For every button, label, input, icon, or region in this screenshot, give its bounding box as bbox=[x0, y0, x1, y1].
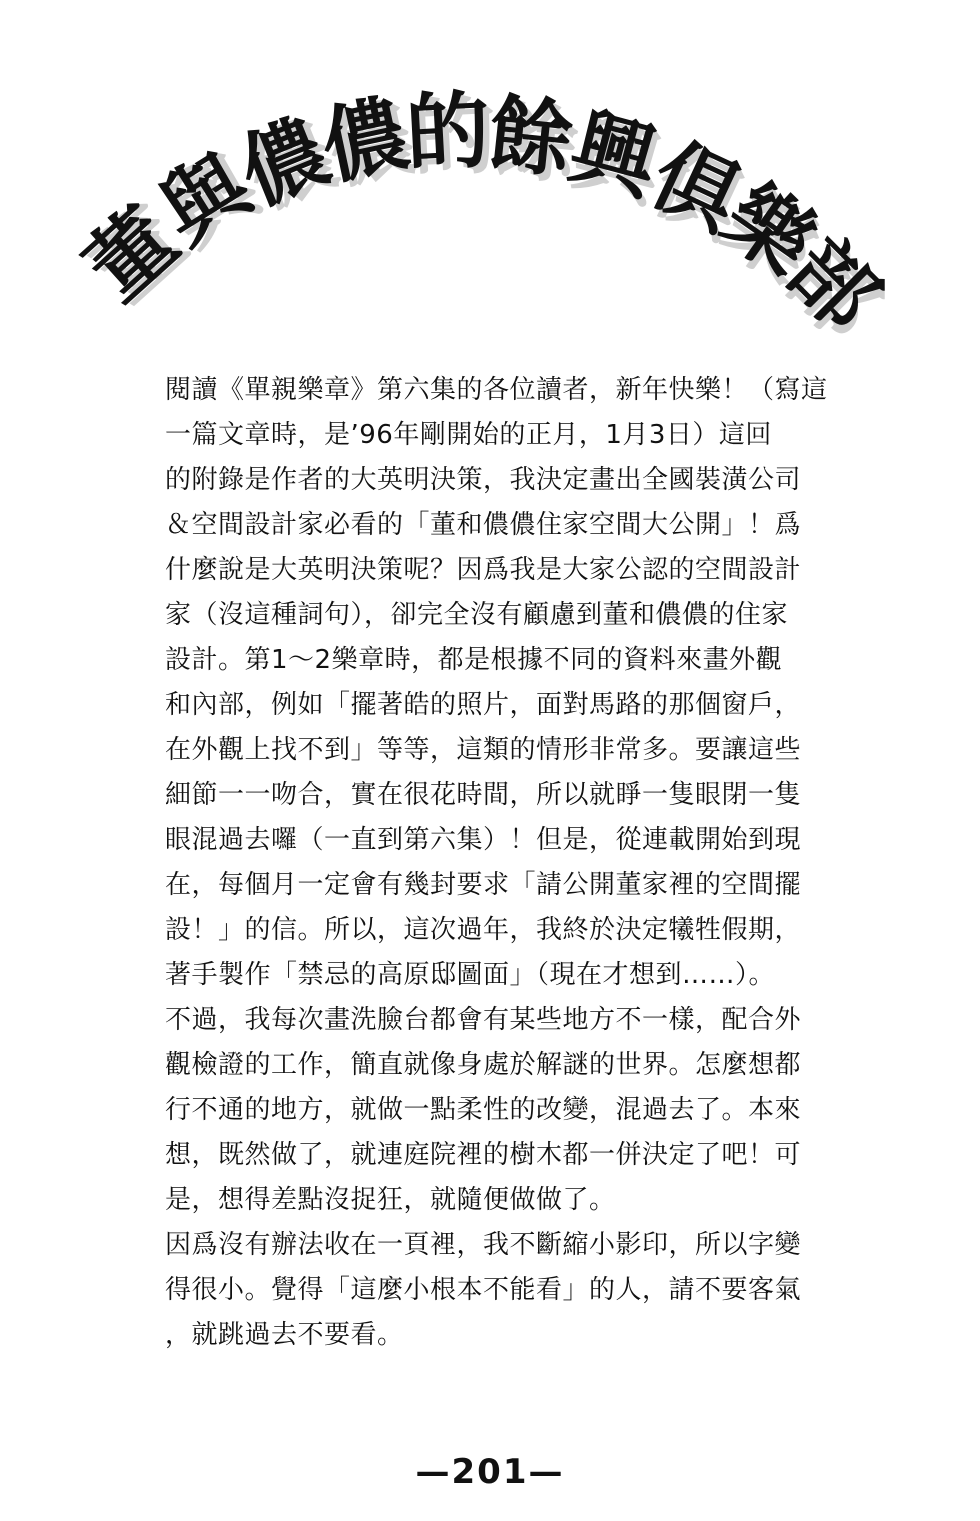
text-line: 設計。第1～2樂章時，都是根據不同的資料來畫外觀 bbox=[165, 645, 783, 675]
text-line: ＆空間設計家必看的「董和儂儂住家空間大公開」！爲 bbox=[165, 510, 802, 540]
text-line: 眼混過去囉（一直到第六集）！但是，從連載開始到現 bbox=[165, 825, 802, 855]
text-line: 行不通的地方，就做一點柔性的改變，混過去了。本來 bbox=[165, 1095, 802, 1125]
text-line: 一篇文章時，是’96年剛開始的正月，1月3日）這回 bbox=[165, 420, 772, 450]
title-char: 的 bbox=[403, 79, 493, 184]
text-line: 著手製作「禁忌的高原邸圖面」（現在才想到……）。 bbox=[165, 960, 776, 990]
text-line: 閱讀《單親樂章》第六集的各位讀者，新年快樂！（寫這 bbox=[165, 375, 828, 405]
text-line: 的附錄是作者的大英明決策，我決定畫出全國裝潢公司 bbox=[165, 465, 802, 495]
body-text bbox=[165, 368, 845, 1358]
text-line: 在外觀上找不到」等等，這類的情形非常多。要讓這些 bbox=[165, 735, 802, 765]
text-line: 是，想得差點沒捉狂，就隨便做做了。 bbox=[165, 1185, 616, 1215]
text-line: 在，每個月一定會有幾封要求「請公開董家裡的空間擺 bbox=[165, 870, 802, 900]
title-char: 部 bbox=[768, 218, 899, 349]
text-line: 設！」的信。所以，這次過年，我終於決定犧牲假期， bbox=[165, 915, 802, 945]
text-line: ，就跳過去不要看。 bbox=[165, 1320, 404, 1350]
title-char: 餘 bbox=[484, 82, 578, 191]
text-line: 觀檢證的工作，簡直就像身處於解謎的世界。怎麼想都 bbox=[165, 1050, 802, 1080]
text-line: 不過，我每次畫洗臉台都會有某些地方不一樣，配合外 bbox=[165, 1005, 802, 1035]
text-line: 家（沒這種詞句），卻完全沒有顧慮到董和儂儂的住家 bbox=[165, 600, 789, 630]
title-char: 董 bbox=[66, 188, 195, 319]
text-line: 想，既然做了，就連庭院裡的樹木都一併決定了吧！可 bbox=[165, 1140, 802, 1170]
title-char: 儂 bbox=[313, 82, 417, 197]
title-char: 儂 bbox=[226, 99, 342, 224]
text-line: 細節一一吻合，實在很花時間，所以就睜一隻眼閉一隻 bbox=[165, 780, 802, 810]
title-char: 俱 bbox=[637, 123, 756, 250]
title-char: 興 bbox=[560, 95, 668, 214]
text-line: 什麼說是大英明決策呢？因爲我是大家公認的空間設計 bbox=[165, 555, 802, 585]
text-line: 得很小。覺得「這麼小根本不能看」的人，請不要客氣 bbox=[165, 1275, 802, 1305]
text-line: 和內部，例如「擺著皓的照片，面對馬路的那個窗戶， bbox=[165, 690, 802, 720]
page-number: —201— bbox=[415, 1452, 565, 1492]
title-char: 與 bbox=[142, 134, 267, 263]
title-char: 樂 bbox=[706, 164, 833, 295]
text-line: 因爲沒有辦法收在一頁裡，我不斷縮小影印，所以字變 bbox=[165, 1230, 802, 1260]
